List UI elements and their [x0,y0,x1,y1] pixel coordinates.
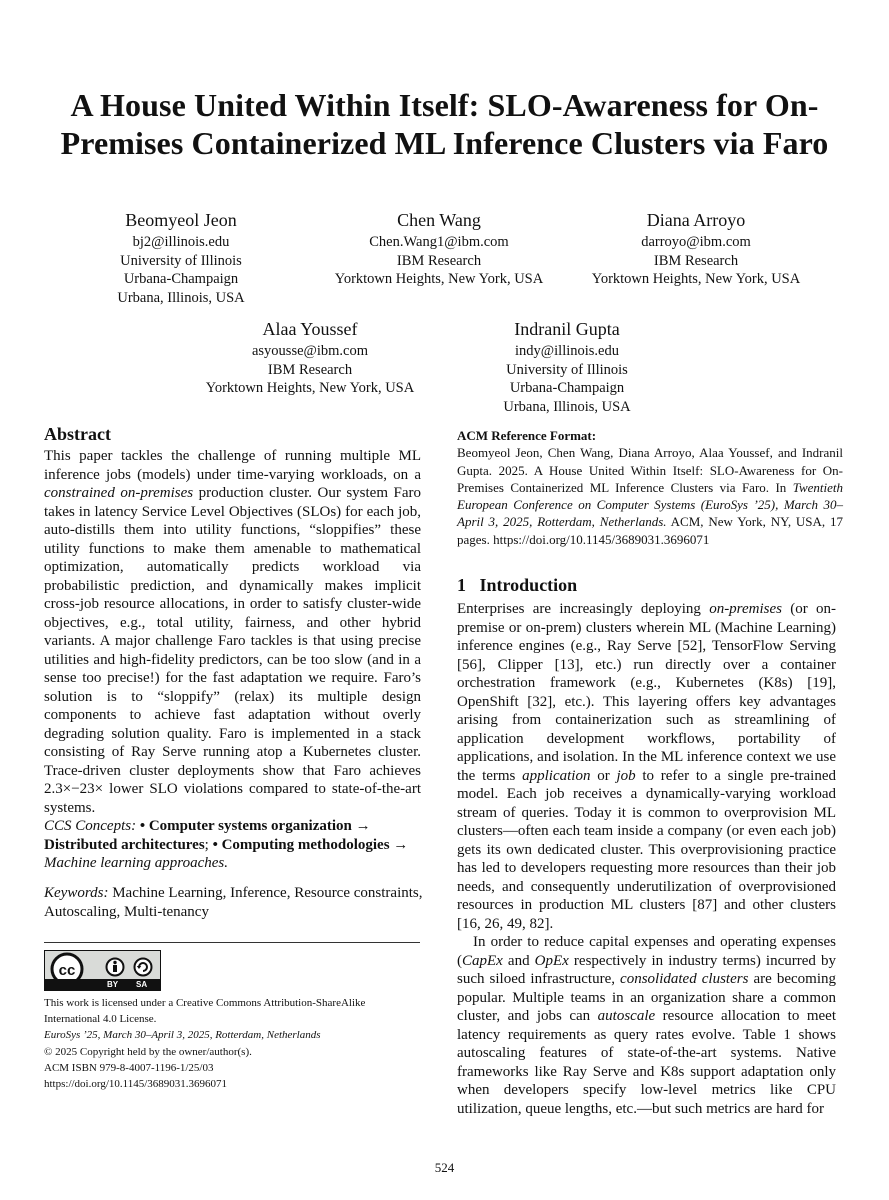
keywords [44,884,428,921]
emphasis: job [616,767,636,784]
author-block [195,317,425,398]
author-affiliation: Yorktown Heights, New York, USA [205,380,415,396]
text-run: or [590,767,617,784]
emphasis: on-premises [709,601,782,617]
text-run: (or on-premise or on-prem) clusters wherein ML (Machine Learning) inference engines (e.g., Ray Serve [52], TensorFlow Serving [56], Clipper [13], etc.) run directly over a container orchestration framework (e.g., Kubernetes (K8s) [19], OpenShift [32], etc.). This layering offers key advantages arising from containerization such as streamlining of application development workflows, portability of applications, and isolation. In the ML inference context we use the terms [457,601,836,784]
author-affiliation: Urbana-Champaign [123,271,239,287]
footnote-divider [44,942,420,943]
paper-title: A House United Within Itself: SLO-Awareness for On-Premises Containerized ML Inference Clusters via Faro [60,87,829,161]
abstract-body [44,447,421,817]
ccs-concept-leaf: Machine learning approaches. [44,855,228,871]
author-affiliation: Urbana-Champaign [509,380,625,396]
license-footnote [44,995,434,1092]
abstract-text: This paper tackles the challenge of running multiple ML inference jobs (models) under time-varying workloads, on a [44,448,421,483]
abstract-heading: Abstract [44,424,111,444]
venue-text: EuroSys ’25, March 30–April 3, 2025, Rotterdam, Netherlands [44,1029,321,1042]
introduction-heading: 1 Introduction [457,575,578,595]
cc-by-sa-badge [44,950,161,991]
author-email: Chen.Wang1@ibm.com [369,234,509,250]
share-alike-icon [133,957,153,977]
author-affiliation: University of Illinois [506,361,628,378]
author-affiliation: IBM Research [267,361,353,378]
author-affiliation: Urbana, Illinois, USA [117,289,245,306]
attribution-icon [105,957,125,977]
emphasis: autoscale [597,1008,656,1024]
svg-text:cc: cc [58,962,76,979]
author-block [324,208,554,289]
doi-link[interactable]: https://doi.org/10.1145/3689031.3696071 [44,1078,228,1091]
acm-reference-label: ACM Reference Format: [457,428,597,443]
emphasis: CapEx [462,952,503,969]
author-email: asyousse@ibm.com [251,343,369,359]
license-text: International 4.0 License. [44,1013,157,1026]
text-run: Enterprises are increasingly deploying [457,601,710,617]
ccs-concepts [44,817,428,873]
abstract-emphasis: constrained on-premises [44,485,194,501]
emphasis: consolidated clusters [620,971,749,987]
author-affiliation: IBM Research [396,252,482,269]
text-run: to refer to a single pre-trained model. Each job receives a dynamically-varying workload stream of queries. Today it is common to overprovision ML clusters—often each team inside a company (or even each job) gets its own dedicated cluster. This overprovisioning practice has led to developers requesting more resources than their job needs, and consequently underutilization of overprovisioned resources in production ML clusters [87] and other clusters [16, 26, 49, 82]. [457,767,836,932]
author-block [581,208,811,289]
author-email: bj2@illinois.edu [132,234,230,250]
text-run: and [502,952,535,969]
author-affiliation: IBM Research [653,252,739,269]
author-email: indy@illinois.edu [515,343,619,359]
author-block [86,208,276,307]
author-affiliation: Yorktown Heights, New York, USA [591,271,801,287]
author-name: Alaa Youssef [262,319,358,339]
author-name: Beomyeol Jeon [125,210,237,230]
author-affiliation: University of Illinois [120,252,242,269]
text-run: respectively in industry terms) incurred by such siloed infrastructure, [457,952,836,987]
author-name: Chen Wang [397,210,481,230]
badge-bar [45,979,160,990]
ccs-separator: ; [204,836,213,853]
emphasis: application [522,767,591,784]
keywords-list: Machine Learning, Inference, Resource constraints, Autoscaling, Multi-tenancy [44,885,423,920]
author-affiliation: Urbana, Illinois, USA [503,398,631,415]
ccs-concept: • Computer systems organization → Distributed architectures [44,818,371,853]
acm-reference-text: ACM, New York, NY, USA, 17 pages. https://doi.org/10.1145/3689031.3696071 [457,514,843,547]
acm-reference-venue: Twentieth European Conference on Computer Systems (EuroSys ’25), March 30–April 3, 2025, Rotterdam, Netherlands. [457,479,843,530]
author-block [472,317,662,416]
introduction-body [457,600,836,1118]
isbn-text: ACM ISBN 979-8-4007-1196-1/25/03 [44,1061,214,1074]
author-affiliation: Yorktown Heights, New York, USA [334,271,544,287]
license-text: This work is licensed under a Creative Commons Attribution-ShareAlike [44,997,366,1009]
paragraph [457,933,836,1118]
author-name: Indranil Gupta [514,319,620,339]
copyright-text: © 2025 Copyright held by the owner/author(s). [44,1045,252,1058]
badge-sa-label: SA [136,980,148,989]
ccs-concept: • Computing methodologies → [212,836,409,853]
acm-reference-text: Beomyeol Jeon, Chen Wang, Diana Arroyo, Alaa Youssef, and Indranil Gupta. 2025. A House United Within Itself: SLO-Awareness for On-Premises Containerized ML Inference Clusters via Faro. In [457,445,843,495]
abstract-text: production cluster. Our system Faro takes in latency Service Level Objectives (SLOs) for each job, auto-distills them into utility functions, “sloppifies” these utility functions to make them amenable to mathematical optimization, automatically predicts workload via probabilistic prediction, and dynamically makes implicit cross-job resource allocations, in order to satisfy cluster-wide objectives, e.g., total utility, fairness, and other hybrid variants. A major challenge Faro tackles is that using precise utilities and high-fidelity predictors, can be too slow (and in a sense too precise!) for the fast adaptation we require. Faro’s solution is to “sloppify” (relax) its multiple design components to achieve fast adaptation without overly degrading solution quality. Faro is implemented in a stack consisting of Ray Serve running atop a Kubernetes cluster. Trace-driven cluster deployments show that Faro achieves 2.3×−23× lower SLO violations compared to state-of-the-art systems. [44,485,422,816]
paragraph [457,600,836,933]
emphasis: OpEx [534,952,569,969]
text-run: resource allocation to meet latency requirements as query rates evolve. Table 1 shows autoscaling features of state-of-the-art systems. Native frameworks like Ray Serve and K8s support adaptation only when developers specify low-level metrics like CPU utilization, queue lengths, etc.—but such metrics are hard for [457,1008,836,1117]
keywords-label: Keywords: [44,885,109,901]
badge-by-label: BY [107,980,119,989]
ccs-label: CCS Concepts: [44,818,137,834]
text-run: In order to reduce capital expenses and operating expenses ( [457,934,836,969]
acm-reference-format [457,427,843,548]
page-number: 524 [434,1160,455,1175]
author-name: Diana Arroyo [646,210,746,230]
author-email: darroyo@ibm.com [641,234,751,250]
text-run: are becoming popular. Multiple teams in an organization share a common cluster, and jobs can [457,971,836,1024]
